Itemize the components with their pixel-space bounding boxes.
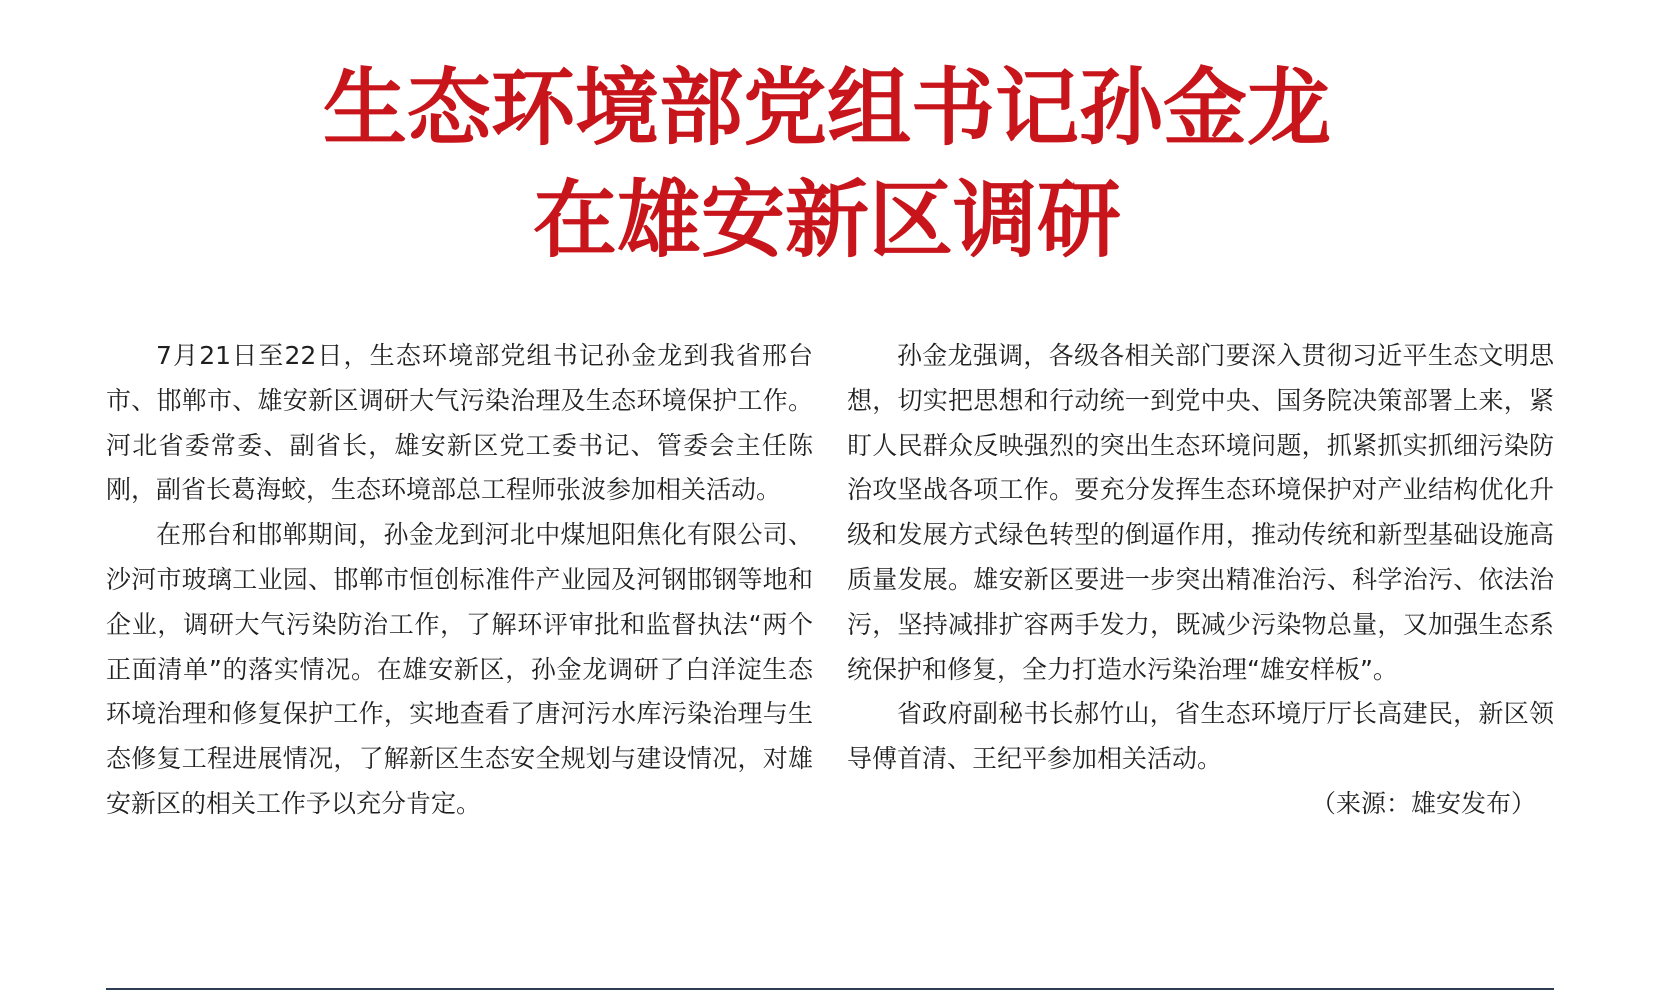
headline-line-1: 生态环境部党组书记孙金龙 bbox=[322, 58, 1331, 157]
article-right-column bbox=[847, 334, 1554, 827]
paragraph: 省政府副秘书长郝竹山，省生态环境厅厅长高建民，新区领导傅首清、王纪平参加相关活动。 bbox=[847, 699, 1554, 774]
article-left-column bbox=[106, 334, 813, 827]
headline-line-2: 在雄安新区调研 bbox=[532, 170, 1121, 269]
headline bbox=[0, 52, 1654, 276]
paragraph: 7月21日至22日，生态环境部党组书记孙金龙到我省邢台市、邯郸市、雄安新区调研大气污染治理及生态环境保护工作。河北省委常委、副省长，雄安新区党工委书记、管委会主任陈刚，副省长葛海蛟，生态环境部总工程师张波参加相关活动。 bbox=[106, 341, 813, 505]
source-credit: （来源：雄安发布） bbox=[1310, 788, 1536, 818]
bottom-divider bbox=[106, 988, 1554, 990]
paragraph: 孙金龙强调，各级各相关部门要深入贯彻习近平生态文明思想，切实把思想和行动统一到党中央、国务院决策部署上来，紧盯人民群众反映强烈的突出生态环境问题，抓紧抓实抓细污染防治攻坚战各项工作。要充分发挥生态环境保护对产业结构优化升级和发展方式绿色转型的倒逼作用，推动传统和新型基础设施高质量发展。雄安新区要进一步突出精准治污、科学治污、依法治污，坚持减排扩容两手发力，既减少污染物总量，又加强生态系统保护和修复，全力打造水污染治理“雄安样板”。 bbox=[847, 341, 1554, 684]
paragraph: 在邢台和邯郸期间，孙金龙到河北中煤旭阳焦化有限公司、沙河市玻璃工业园、邯郸市恒创标准件产业园及河钢邯钢等地和企业，调研大气污染防治工作，了解环评审批和监督执法“两个正面清单”的落实情况。在雄安新区，孙金龙调研了白洋淀生态环境治理和修复保护工作，实地查看了唐河污水库污染治理与生态修复工程进展情况，了解新区生态安全规划与建设情况，对雄安新区的相关工作予以充分肯定。 bbox=[106, 520, 813, 818]
